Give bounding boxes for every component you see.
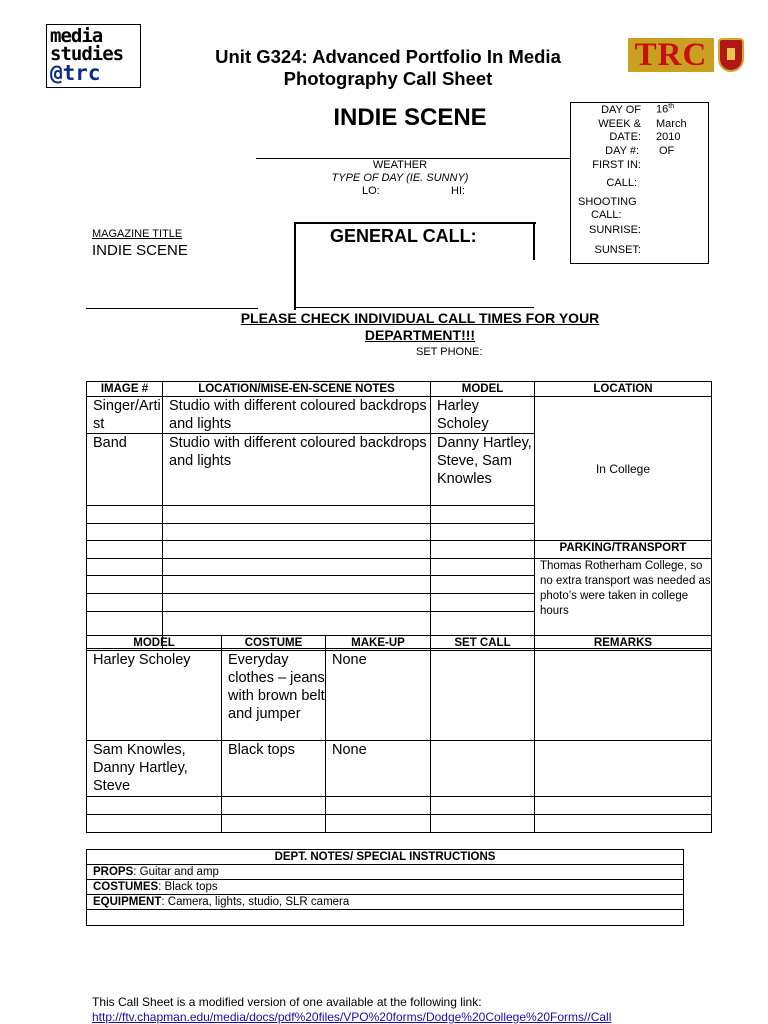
shooting-call-label: CALL: bbox=[591, 209, 622, 221]
first-in-label: FIRST IN: bbox=[592, 159, 641, 171]
shots-table bbox=[86, 381, 712, 649]
sunset-label: SUNSET: bbox=[594, 244, 641, 256]
set-call-cell bbox=[431, 651, 535, 741]
sheet-title: Photography Call Sheet bbox=[283, 68, 493, 89]
divider bbox=[294, 307, 534, 308]
remarks-cell bbox=[535, 741, 712, 797]
table-row bbox=[87, 559, 712, 576]
table-row bbox=[87, 797, 712, 815]
table-row bbox=[87, 541, 712, 559]
header-set-call: SET CALL bbox=[431, 636, 535, 651]
remarks-cell bbox=[535, 651, 712, 741]
day-of-label: DAY OF bbox=[601, 104, 641, 116]
date-info-box bbox=[570, 102, 709, 264]
set-phone-label: SET PHONE: bbox=[416, 346, 483, 358]
call-label: CALL: bbox=[606, 177, 637, 189]
set-call-cell bbox=[431, 741, 535, 797]
shooting-label: SHOOTING bbox=[578, 196, 637, 208]
costumes-cell: COSTUMES: Black tops bbox=[87, 880, 684, 895]
hi-label: HI: bbox=[451, 185, 466, 197]
image-cell: Band bbox=[87, 434, 163, 506]
model-cell: Harley Scholey bbox=[431, 397, 535, 434]
trc-logo: TRC bbox=[628, 38, 746, 72]
day-num-label: DAY #: bbox=[605, 145, 639, 157]
table-row bbox=[87, 815, 712, 833]
day-num-value: OF bbox=[659, 145, 675, 157]
table-row bbox=[87, 895, 684, 910]
location-cell: In College bbox=[535, 397, 712, 541]
props-cell: PROPS: Guitar and amp bbox=[87, 865, 684, 880]
model-cell: Danny Hartley, Steve, Sam Knowles bbox=[431, 434, 535, 506]
equipment-cell: EQUIPMENT: Camera, lights, studio, SLR camera bbox=[87, 895, 684, 910]
model-cell: Sam Knowles, Danny Hartley, Steve bbox=[87, 741, 222, 797]
table-row bbox=[87, 865, 684, 880]
model-cell: Harley Scholey bbox=[87, 651, 222, 741]
table-row bbox=[87, 910, 684, 926]
table-row bbox=[87, 397, 712, 434]
makeup-cell: None bbox=[326, 651, 431, 741]
production-title: INDIE SCENE bbox=[333, 104, 487, 131]
table-row bbox=[87, 880, 684, 895]
header-model: MODEL bbox=[87, 636, 222, 651]
parking-cell: Thomas Rotherham College, so no extra transport was needed as photo’s were taken in college hours bbox=[535, 559, 712, 649]
costume-cell: Black tops bbox=[222, 741, 326, 797]
notes-cell: Studio with different coloured backdrops and lights bbox=[163, 434, 431, 506]
lo-label: LO: bbox=[362, 185, 380, 197]
day-of-value: 16th bbox=[656, 103, 675, 116]
general-call-label: GENERAL CALL: bbox=[330, 226, 477, 246]
magazine-title-label: MAGAZINE TITLE bbox=[92, 228, 183, 240]
image-cell: Singer/Artist bbox=[87, 397, 163, 434]
week-value: March bbox=[656, 118, 687, 130]
footer-text: This Call Sheet is a modified version of one available at the following link: bbox=[92, 995, 482, 1009]
header-image: IMAGE # bbox=[87, 382, 163, 397]
table-row bbox=[87, 741, 712, 797]
dept-notes-table bbox=[86, 849, 684, 926]
header-notes: LOCATION/MISE-EN-SCENE NOTES bbox=[163, 382, 431, 397]
header-remarks: REMARKS bbox=[535, 636, 712, 651]
makeup-cell: None bbox=[326, 741, 431, 797]
costume-cell: Everyday clothes – jeans with brown belt and jumper bbox=[222, 651, 326, 741]
header-costume: COSTUME bbox=[222, 636, 326, 651]
crest-icon bbox=[718, 38, 744, 72]
check-call-times-notice: PLEASE CHECK INDIVIDUAL CALL TIMES FOR YOUR DEPARTMENT!!! bbox=[240, 310, 600, 343]
divider bbox=[86, 308, 258, 309]
dept-notes-header: DEPT. NOTES/ SPECIAL INSTRUCTIONS bbox=[87, 850, 684, 865]
sunrise-label: SUNRISE: bbox=[589, 224, 641, 236]
header-location: LOCATION bbox=[535, 382, 712, 397]
type-of-day-label: TYPE OF DAY (IE. SUNNY) bbox=[331, 172, 469, 184]
weather-label: WEATHER bbox=[372, 159, 428, 171]
header-makeup: MAKE-UP bbox=[326, 636, 431, 651]
unit-title: Unit G324: Advanced Portfolio In Media bbox=[215, 46, 561, 67]
header-model: MODEL bbox=[431, 382, 535, 397]
week-label: WEEK & bbox=[598, 118, 641, 130]
magazine-title-value: INDIE SCENE bbox=[92, 242, 188, 259]
source-link[interactable]: http://ftv.chapman.edu/media/docs/pdf%20files/VPO%20forms/Dodge%20College%20Forms//Call bbox=[92, 1010, 612, 1024]
date-label: DATE: bbox=[609, 131, 641, 143]
date-value: 2010 bbox=[656, 131, 681, 143]
notes-cell: Studio with different coloured backdrops and lights bbox=[163, 397, 431, 434]
table-row bbox=[87, 651, 712, 741]
parking-header: PARKING/TRANSPORT bbox=[535, 541, 712, 559]
media-studies-logo: media studies @trc bbox=[46, 24, 141, 88]
general-call-box-edge bbox=[533, 222, 535, 260]
cast-table bbox=[86, 635, 712, 833]
